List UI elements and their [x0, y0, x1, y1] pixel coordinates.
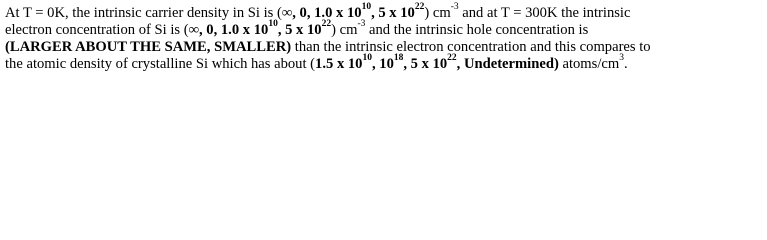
text-segment: electron concentration of Si is ( — [5, 22, 189, 38]
text-segment: At T = 0K, the intrinsic carrier density in Si is ( — [5, 5, 282, 21]
text-segment: and at T = 300K the intrinsic — [458, 5, 631, 21]
question-line-1 — [5, 2, 763, 22]
text-segment: . — [623, 56, 628, 72]
answer-options: (LARGER ABOUT THE SAME, SMALLER) — [5, 39, 292, 55]
unit-exponent: 3 — [619, 53, 624, 64]
text-segment: atoms/cm — [558, 56, 620, 72]
unit-exponent: -3 — [450, 2, 459, 13]
answer-options: ∞, 0, 1.0 x $10^{10}$, 5 x $10^{22}$ — [188, 19, 332, 38]
text-segment: ) cm — [424, 5, 451, 21]
text-segment: and the intrinsic hole concentration is — [365, 22, 589, 38]
question-line-2 — [5, 19, 763, 39]
text-segment: than the intrinsic electron concentration and this compares to — [291, 39, 651, 55]
unit-exponent: -3 — [357, 19, 366, 30]
answer-options: 1.5 x $10^{10}$, $10^{18}$, 5 x $10^{22}$, Undetermined) — [315, 53, 559, 72]
question-line-4 — [5, 53, 763, 73]
text-segment: the atomic density of crystalline Si which has about ( — [5, 56, 316, 72]
text-segment: ) cm — [331, 22, 358, 38]
answer-options: ∞, 0, 1.0 x $10^{10}$, 5 x $10^{22}$ — [281, 2, 425, 21]
question-text — [5, 2, 763, 73]
question-line-3 — [5, 39, 763, 56]
